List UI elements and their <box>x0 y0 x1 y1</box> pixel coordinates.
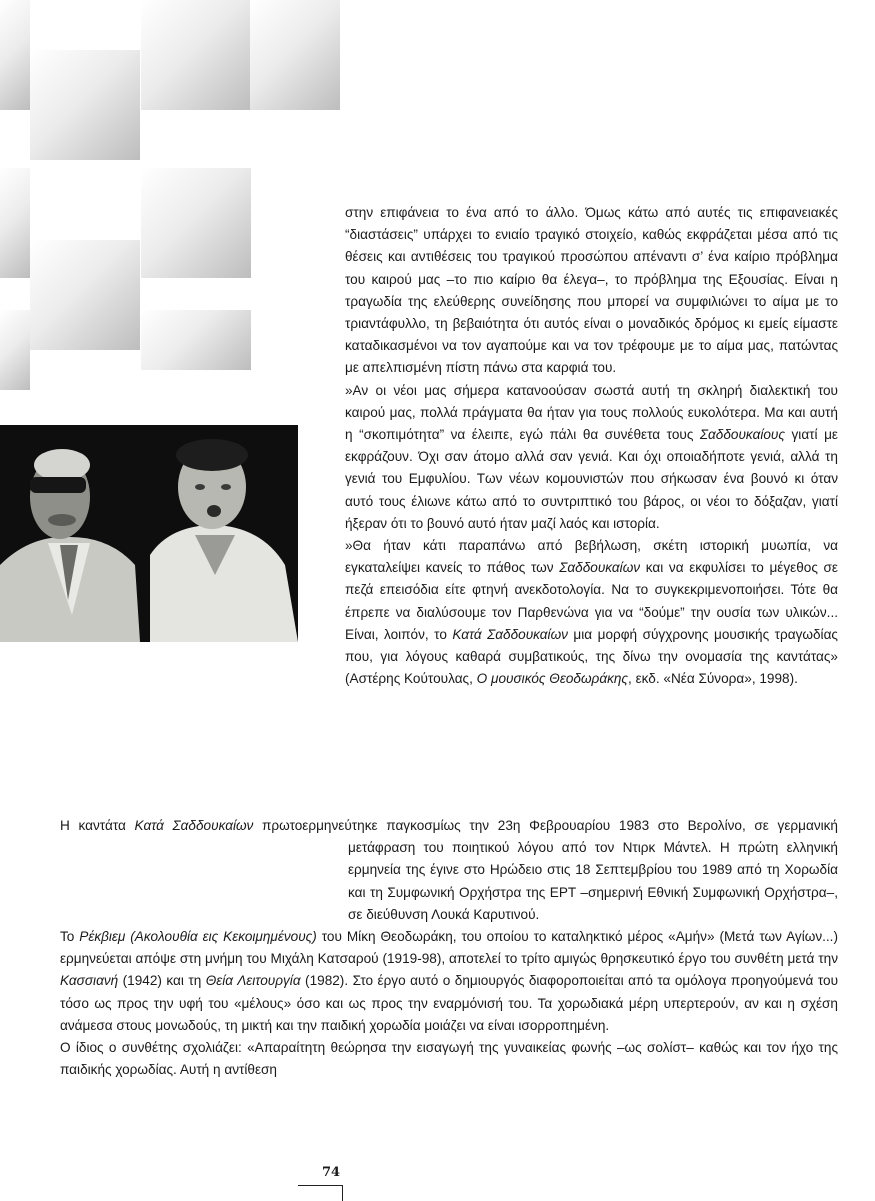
decorative-tile <box>141 168 251 278</box>
text-run: »Θα ήταν κάτι παραπάνω από βεβήλωση, σκέτη ιστορική μυωπία, να εγκαταλείψει κανείς το πάθος των <box>345 538 838 576</box>
decorative-tile <box>0 310 30 390</box>
italic-title: Ρέκβιεμ (Ακολουθία εις Κεκοιμημένους) <box>79 929 317 945</box>
decorative-tile <box>141 0 251 110</box>
text-run: , εκδ. «Νέα Σύνορα», 1998). <box>628 671 798 687</box>
paragraph <box>60 815 838 926</box>
italic-title: Σαδδουκαίους <box>699 427 785 443</box>
decorative-tile <box>30 240 140 350</box>
photograph <box>0 425 298 642</box>
text-run: πρωτοερμηνεύτηκε παγκοσμίως την 23η Φεβρουαρίου 1983 στο Βερολίνο, σε γερμανική μετάφραση του ποιητικού λόγου από τον Ντιρκ Μάντελ. Η πρώτη ελληνική ερμηνεία της έγινε στο Ηρώδειο στις 18 Σεπτεμβρίου του 1989 από τη Χορωδία και τη Συμφωνική Ορχήστρα της ΕΡΤ –σημερινή Εθνική Συμφωνική Ορχήστρα–, σε διεύθυνση Λουκά Καρυτινού. <box>253 818 838 922</box>
decorative-tile <box>30 50 140 160</box>
decorative-tile <box>0 168 30 278</box>
text-run: γιατί με εκφράζουν. Όχι σαν άτομο αλλά σαν γενιά. Και όχι οποιαδήποτε γενιά, αλλά τη γενιά του Εμφυλίου. Των νέων κομουνιστών που σήκωσαν ένα βουνό κι όταν αυτό τους έλιωνε κάτω από το συντριπτικό του βάρος, οι νέοι το δόξαζαν, γιατί ήξεραν ότι το βουνό αυτό ήταν μαζί λαός και ιστορία. <box>345 427 838 531</box>
text-run: Το <box>60 929 80 945</box>
photo-illustration <box>0 425 298 642</box>
text-run: (1982). Στο έργο αυτό ο δημιουργός διαφοροποιείται από τα ομόλογα προηγούμενά του τόσο ως προς την υφή του «μέλους» όσο και ως προς την εναρμόνισή του. Τα χορωδιακά μέρη υπερτερούν, αν και η σχέση ανάμεσα στους μονωδούς, τη μικτή και την παιδική χορωδία μοιάζει να είναι ισορροπημένη. <box>60 973 838 1033</box>
corner-mark <box>298 1185 343 1201</box>
text-run: του Μίκη Θεοδωράκη, του οποίου το καταληκτικό μέρος «Αμήν» (Μετά των Αγίων...) ερμηνεύεται απόψε στη μνήμη του Μιχάλη Κατσαρού (1919-98), αποτελεί το τρίτο αμιγώς θρησκευτικό έργο του συνθέτη μετά την <box>60 929 838 967</box>
italic-title: Θεία Λειτουργία <box>205 973 301 989</box>
article-column <box>345 202 838 690</box>
text-run: μια μορφή σύγχρονης μουσικής τραγωδίας που, για λόγους καθαρά συμβατικούς, της δίνω την ονομασία της καντάτας» (Αστέρης Κούτουλας, <box>345 626 838 687</box>
paragraph <box>60 926 838 1037</box>
page-number: 74 <box>322 1165 341 1180</box>
italic-title: Σαδδουκαίων <box>559 560 641 576</box>
paragraph <box>345 380 838 535</box>
article-body <box>60 815 838 1081</box>
decorative-tile <box>0 0 30 110</box>
italic-title: Κατά Σαδδουκαίων <box>452 626 568 642</box>
italic-title: Κατά Σαδδουκαίων <box>134 818 254 833</box>
paragraph: στην επιφάνεια το ένα από το άλλο. Όμως κάτω από αυτές τις επιφανειακές “διαστάσεις” υπάρχει το ενιαίο τραγικό στοιχείο, καθώς εκφράζεται μέσα από τις θέσεις και αντιθέσεις του τραγικού προσώπου απέναντι σ’ ένα καίριο πρόβλημα του καιρού μας –το πιο καίριο θα έλεγα–, το πρόβλημα της Εξουσίας. Είναι η τραγωδία της ελεύθερης συνείδησης που μπορεί να συμφιλιώνει το αίμα με το τριαντάφυλλο, τη βεβαιότητα ότι αυτός είναι ο μοναδικός δρόμος κι εμείς είμαστε καταδικασμένοι να τον αγαπούμε και να τον τρέφουμε με το αίμα μας, πατώντας με απελπισμένη πίστη πάνω στα καρφιά του. <box>345 205 838 376</box>
decorative-tile <box>250 0 340 110</box>
text-run: Η καντάτα <box>60 818 135 833</box>
paragraph <box>345 535 838 690</box>
text-run: και να εκφυλίσει το μέγεθος σε πεζά επεισόδια είτε φτηνή ανεκδοτολογία. Να το συγκεκριμενοποιήσει. Τότε θα έπρεπε να διαλύσουμε τον Παρθενώνα για να “δούμε” την ουσία των υλικών... Είναι, λοιπόν, το <box>345 560 838 642</box>
italic-title: Ο μουσικός Θεοδωράκης <box>476 671 629 687</box>
text-run: »Αν οι νέοι μας σήμερα κατανοούσαν σωστά αυτή τη σκληρή διαλεκτική του καιρού μας, πολλά πράγματα θα ήταν για τους πολλούς ευκολότερα. Μα και αυτή η “σκοπιμότητα” να έλειπε, εγώ πάλι θα συνέθετα τους <box>345 382 838 443</box>
text-run: (1942) και τη <box>118 973 206 989</box>
italic-title: Κασσιανή <box>60 973 119 989</box>
decorative-tile <box>141 310 251 370</box>
paragraph: Ο ίδιος ο συνθέτης σχολιάζει: «Απαραίτητη θεώρησα την εισαγωγή της γυναικείας φωνής –ως σολίστ– καθώς και τον ήχο της παιδικής χορωδίας. Αυτή η αντίθεση <box>60 1040 838 1078</box>
